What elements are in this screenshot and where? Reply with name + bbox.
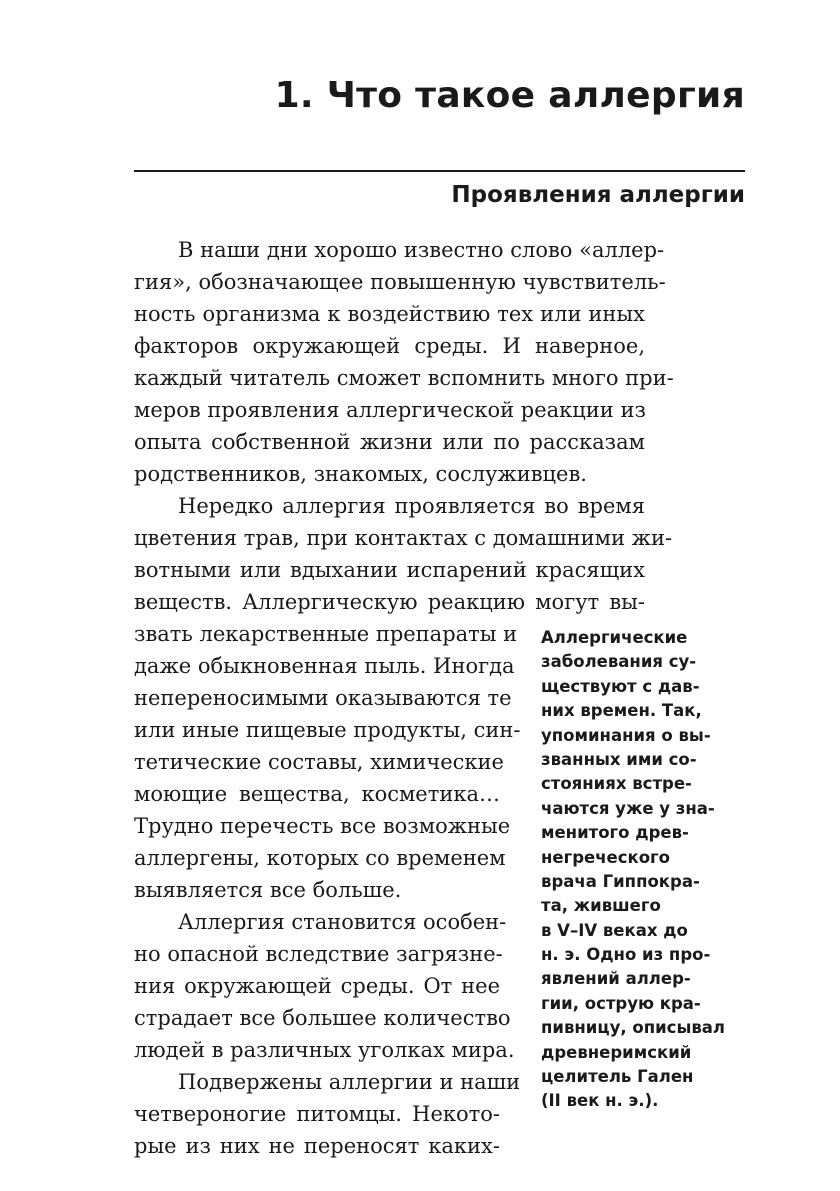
chapter-title: 1. Что такое аллергия [274,75,745,116]
body-line: Нередко аллергия проявляется во время [178,494,645,518]
body-line: Трудно перечесть все возможные [134,814,511,838]
margin-note-line: пивницу, описывал [541,1018,726,1038]
body-line: веществ. Аллергическую реакцию могут вы- [134,590,645,614]
body-line: непереносимыми оказываются те [134,686,512,710]
body-line: ния окружающей среды. От нее [134,974,500,998]
body-line: аллергены, которых со временем [134,846,506,870]
body-line: людей в различных уголках мира. [134,1038,515,1062]
margin-note-line: них времен. Так, [541,701,702,721]
margin-note-line: гии, острую кра- [541,993,701,1013]
section-divider [134,170,745,172]
body-line: тетические составы, химические [134,750,504,774]
body-line: ность организма к воздействию тех или иных [134,302,645,326]
margin-note-line: званных ими со- [541,749,697,769]
margin-note-line: менитого древ- [541,823,689,843]
margin-note-line: ществуют с дав- [541,676,700,696]
margin-note-line: древнеримский [541,1042,692,1062]
body-line: цветения трав, при контактах с домашними жи- [134,526,673,550]
margin-note-line: чаются уже у зна- [541,798,715,818]
body-line: даже обыкновенная пыль. Иногда [134,654,515,678]
body-line: звать лекарственные препараты и [134,622,518,646]
margin-note [541,626,761,1114]
margin-note-line: (II век н. э.). [541,1091,659,1111]
margin-note-line: негреческого [541,847,671,867]
body-line: моющие вещества, косметика… [134,782,500,806]
body-line: опыта собственной жизни или по рассказам [134,430,645,454]
margin-note-line: целитель Гален [541,1067,694,1087]
body-line: В наши дни хорошо известно слово «аллер- [178,238,665,262]
body-line: рые из них не переносят каких- [134,1134,500,1158]
margin-note-line: в V–IV веках до [541,920,688,940]
margin-note-line: н. э. Одно из про- [541,945,711,965]
body-line: или иные пищевые продукты, син- [134,718,521,742]
body-line: но опасной вследствие загрязне- [134,942,503,966]
body-line: меров проявления аллергической реакции из [134,398,646,422]
margin-note-line: врача Гиппокра- [541,871,700,891]
body-line: страдает все большее количество [134,1006,511,1030]
section-title: Проявления аллергии [451,182,745,208]
margin-note-line: заболевания су- [541,652,697,672]
body-line: выявляется все больше. [134,878,402,902]
body-line: Подвержены аллергии и наши [178,1070,521,1094]
body-line: гия», обозначающее повышенную чувствитель- [134,270,666,294]
margin-note-line: та, жившего [541,896,661,916]
margin-note-line: стояниях встре- [541,774,692,794]
body-line: каждый читатель сможет вспомнить много при- [134,366,674,390]
body-line: вотными или вдыхании испарений красящих [134,558,645,582]
body-line: факторов окружающей среды. И наверное, [134,334,645,358]
margin-note-line: явлений аллер- [541,969,691,989]
margin-note-line: Аллергические [541,628,688,647]
body-line: Аллергия становится особен- [178,910,507,934]
margin-note-line: упоминания о вы- [541,725,711,745]
body-line: родственников, знакомых, сослуживцев. [134,462,587,486]
body-line: четвероногие питомцы. Некото- [134,1102,500,1126]
